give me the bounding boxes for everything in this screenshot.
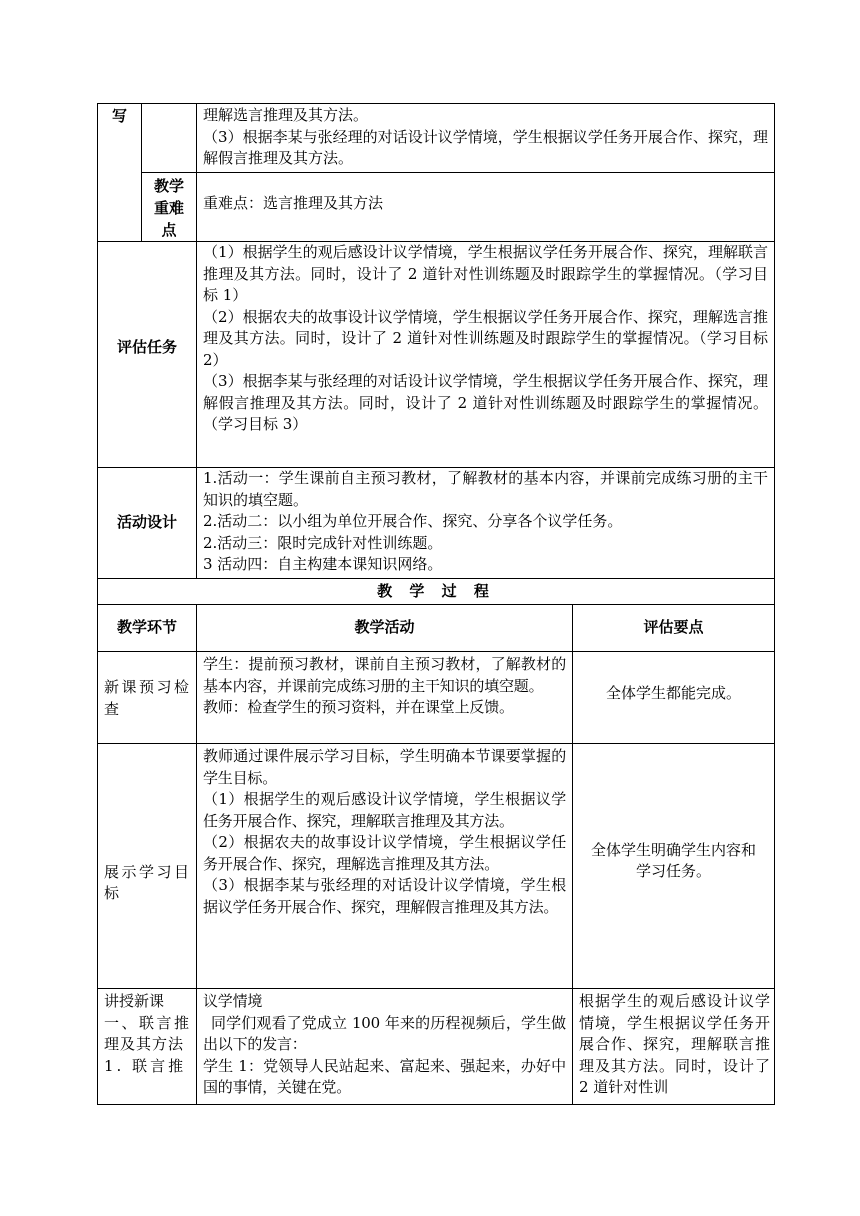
preview-activity-line-1: 学生：提前预习教材，课前自主预习教材，了解教材的基本内容，并课前完成练习册的主干知识的填空题。 [203,655,566,695]
header-evaluation: 评估要点 [643,618,704,637]
goals-sub-cell [142,104,197,173]
assessment-item-3: （3）根据李某与张经理的对话设计议学情境，学生根据议学任务开展合作、探究，理解假言推理及其方法。同时，设计了 2 道针对性训练题及时跟踪学生的掌握情况。（学习目标 3） [203,372,768,433]
activity-item-3: 2.活动三：限时完成针对性训练题。 [203,533,443,552]
header-activity-cell [197,605,573,652]
preview-stage-cell [98,652,197,744]
process-title-cell [98,579,775,605]
assessment-item-2: （2）根据农夫的故事设计议学情境，学生根据议学任务开展合作、探究，理解选言推理及其方法。同时，设计了 2 道针对性训练题及时跟踪学生的掌握情况。（学习目标 2） [203,307,768,369]
lecture-activity-cell [197,989,573,1105]
goals-activity-line-1: 教师通过课件展示学习目标，学生明确本节课要掌握的学生目标。 [203,747,566,787]
upper-table [97,103,775,579]
goals-evaluation-cell [573,744,775,989]
lecture-evaluation: 根据学生的观后感设计议学情境，学生根据议学任务开展合作、探究，理解联言推理及其方法。同时，设计了 2 道针对性训 [579,992,771,1096]
difficulty-text-cell [197,173,775,242]
header-activity: 教学活动 [354,618,415,637]
goals-line-2: （3）根据李某与张经理的对话设计议学情境，学生根据议学任务开展合作、探究，理解假言推理及其方法。 [203,127,768,167]
assessment-item-1: （1）根据学生的观后感设计议学情境，学生根据议学任务开展合作、探究，理解联言推理及其方法。同时，设计了 2 道针对性训练题及时跟踪学生的掌握情况。（学习目标 1） [203,243,768,304]
preview-evaluation: 全体学生都能完成。 [606,683,742,702]
goals-stage-cell [98,744,197,989]
activity-item-4: 3 活动四：自主构建本课知识网络。 [203,555,443,573]
lecture-stage-line-2: 一、联言推理及其方法 [104,1013,190,1053]
preview-stage: 新课预习检查 [104,678,190,718]
goals-activity-line-4: （3）根据李某与张经理的对话设计议学情境，学生根据议学任务开展合作、探究，理解假言推理及其方法。 [203,876,566,916]
goals-label-cell [98,104,142,242]
process-title: 教 学 过 程 [377,581,495,600]
lecture-activity-line-1: 议学情境 [203,992,263,1010]
upper-row-goals [98,104,775,173]
goals-label: 写 [111,107,127,125]
preview-evaluation-cell [573,652,775,744]
difficulty-label-cell [142,173,197,242]
goals-activity-cell [197,744,573,989]
activities-label: 活动设计 [116,513,177,532]
preview-activity-cell [197,652,573,744]
process-row-goals [98,744,775,989]
goals-activity-line-3: （2）根据农夫的故事设计议学情境，学生根据议学任务开展合作、探究，理解选言推理及其方法。 [203,833,566,873]
header-evaluation-cell [573,605,775,652]
header-stage-cell [98,605,197,652]
difficulty-label: 教学重难点 [153,177,184,239]
process-row-lecture [98,989,775,1105]
upper-row-assessment [98,242,775,468]
activities-text [197,468,774,576]
upper-row-activities [98,468,775,579]
lecture-activity [197,989,572,1099]
lecture-activity-line-3: 学生 1：党领导人民站起来、富起来、强起来，办好中国的事情，关键在党。 [203,1056,566,1096]
assessment-label: 评估任务 [116,337,177,356]
activities-label-cell [98,468,197,579]
goals-activity-line-2: （1）根据学生的观后感设计议学情境，学生根据议学任务开展合作、探究，理解联言推理及其方法。 [203,790,566,830]
activities-text-cell [197,468,775,579]
process-title-row [98,579,775,605]
assessment-label-cell [98,242,197,468]
lecture-stage-line-1: 讲授新课 [104,992,165,1010]
assessment-text [197,242,774,436]
activity-item-1: 1.活动一：学生课前自主预习教材，了解教材的基本内容，并课前完成练习册的主干知识的填空题。 [203,469,768,509]
lecture-stage [98,989,196,1077]
activity-item-2: 2.活动二：以小组为单位开展合作、探究、分享各个议学任务。 [203,512,623,530]
lecture-evaluation-cell [573,989,775,1105]
preview-activity [197,652,572,719]
goals-text [197,104,774,170]
goals-line-1: 理解选言推理及其方法。 [203,106,369,124]
upper-row-difficulty [98,173,775,242]
process-header-row [98,605,775,652]
lecture-stage-cell [98,989,197,1105]
process-row-preview [98,652,775,744]
goals-evaluation: 全体学生明确学生内容和学习任务。 [591,840,757,880]
process-table [97,578,775,1105]
goals-text-cell [197,104,775,173]
lecture-activity-line-2: 同学们观看了党成立 100 年来的历程视频后，学生做出以下的发言： [203,1013,566,1053]
assessment-text-cell [197,242,775,468]
lecture-stage-line-3: 1. 联言推 [104,1056,187,1075]
difficulty-text: 重难点：选言推理及其方法 [203,194,384,213]
goals-activity [197,744,572,918]
preview-activity-line-2: 教师：检查学生的预习资料，并在课堂上反馈。 [203,698,514,716]
header-stage: 教学环节 [116,618,177,637]
goals-stage: 展示学习目标 [104,862,190,902]
